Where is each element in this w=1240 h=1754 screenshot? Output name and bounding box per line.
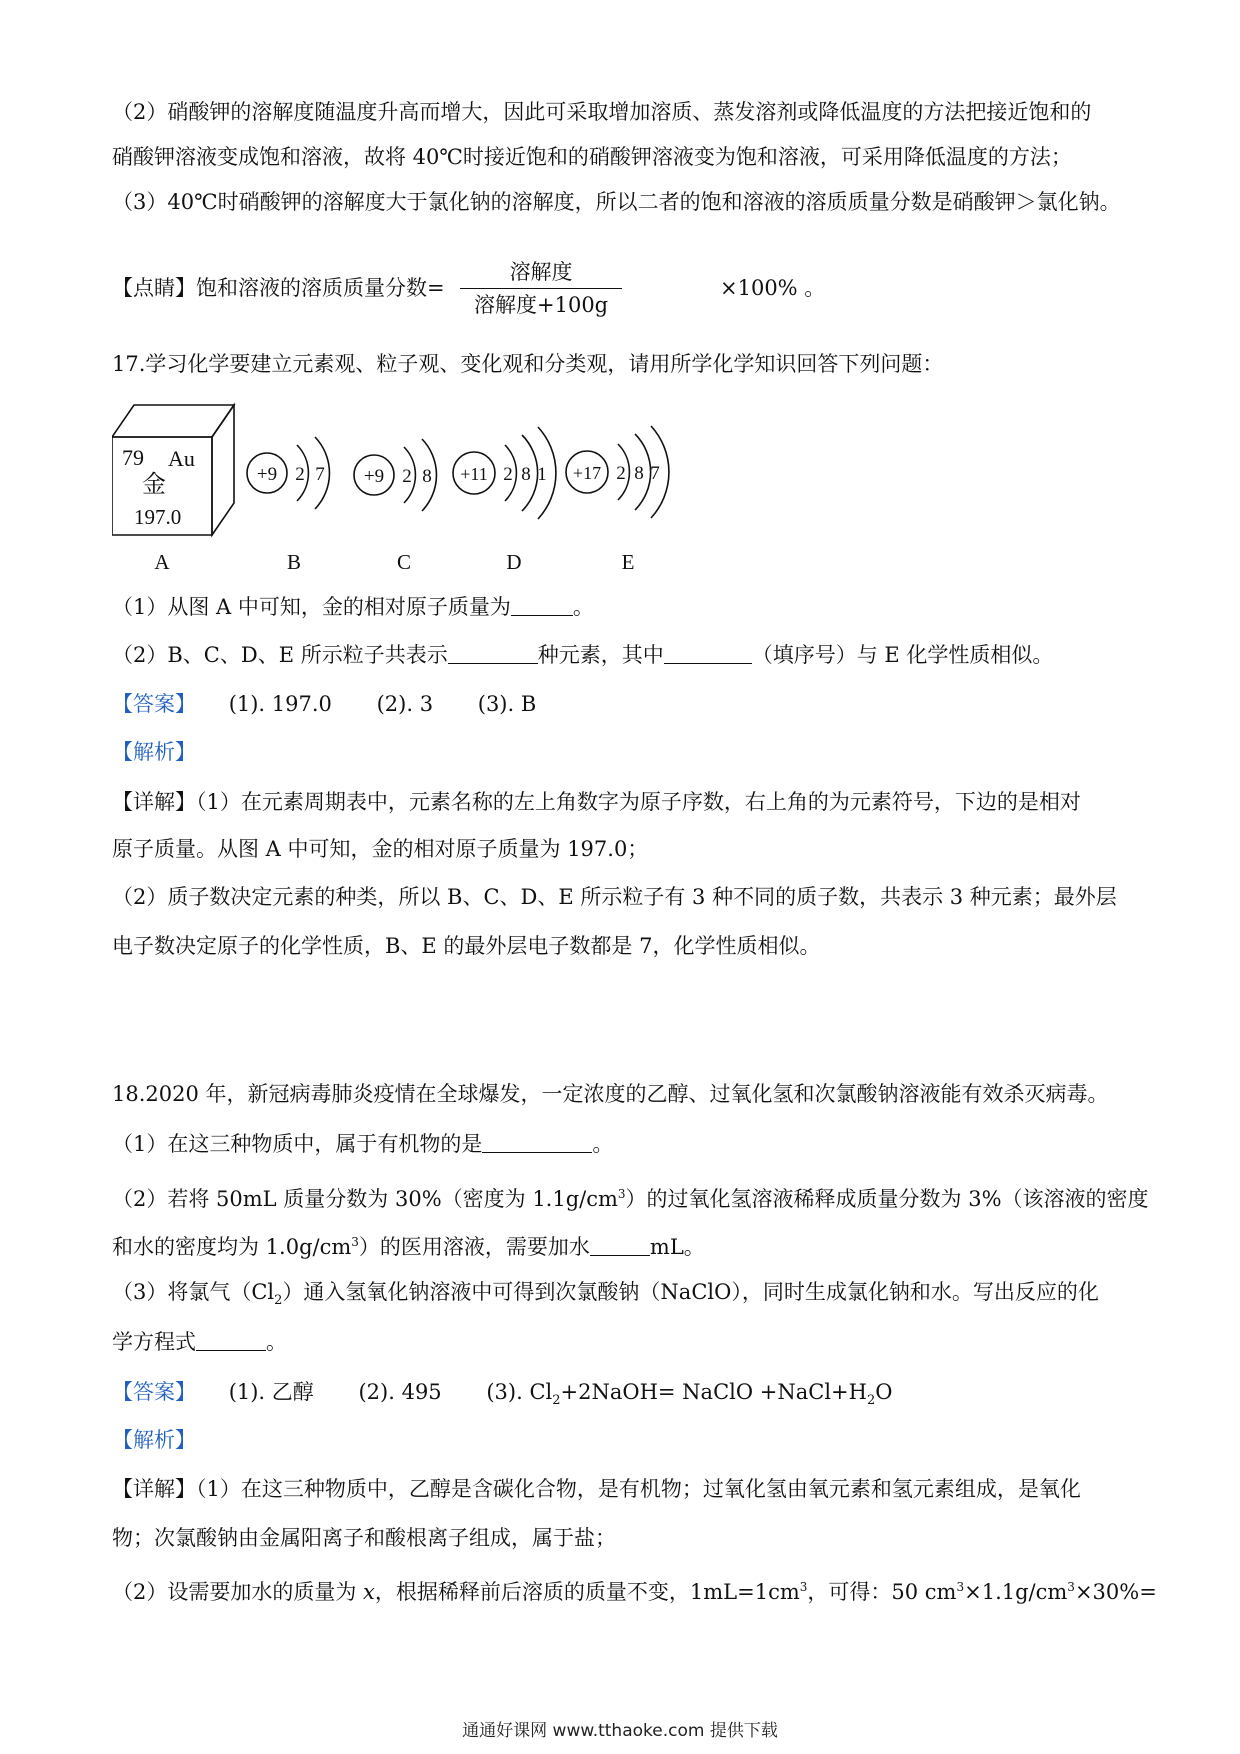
atom-structure-c (354, 439, 436, 511)
atom-structure-b (247, 437, 329, 509)
q17-detail-2: 原子质量。从图 A 中可知，金的相对原子质量为 197.0； (112, 837, 649, 861)
answer-tag: 【答案】 (112, 692, 196, 716)
q18-stem: 18.2020 年，新冠病毒肺炎疫情在全球爆发，一定浓度的乙醇、过氧化氢和次氯酸钠溶液能有效杀灭病毒。 (112, 1082, 1109, 1106)
shell-electrons: 7 (315, 464, 325, 485)
detail-part: （2）设需要加水的质量为 (112, 1580, 364, 1604)
detail-part: ×30%= (1074, 1580, 1157, 1604)
q17-detail-3: （2）质子数决定元素的种类，所以 B、C、D、E 所示粒子有 3 种不同的质子数，共表示 3 种元素；最外层 (112, 885, 1117, 909)
page-footer: 通通好课网 www.tthaoke.com 提供下载 (462, 1721, 778, 1741)
nucleus-charge: +9 (363, 466, 385, 487)
q17-sub-2 (112, 641, 1132, 669)
q18-sub-2-text-e: mL。 (649, 1235, 705, 1259)
element-name: 金 (142, 472, 166, 498)
q17-figure (112, 395, 812, 575)
q17-stem: 17.学习化学要建立元素观、粒子观、变化观和分类观，请用所学化学知识回答下列问题： (112, 352, 944, 376)
fraction-numerator: 溶解度 (460, 258, 622, 289)
q18-sub-1 (112, 1130, 1132, 1158)
q18-sub-3-text-d: 。 (266, 1330, 287, 1354)
q18-sub-1-text: （1）在这三种物质中，属于有机物的是 (112, 1132, 483, 1156)
element-symbol: Au (168, 446, 195, 471)
q16-line-3: （3）40℃时硝酸钾的溶解度大于氯化钠的溶解度，所以二者的饱和溶液的溶质质量分数是硝酸钾＞氯化钠。 (112, 190, 1121, 214)
shell-electrons: 2 (402, 466, 412, 487)
answer-blank (511, 595, 573, 616)
q17-detail-4: 电子数决定原子的化学性质，B、E 的最外层电子数都是 7，化学性质相似。 (112, 934, 821, 958)
q17-answer (112, 690, 1132, 718)
shell-electrons: 8 (634, 463, 644, 484)
q18-sub-3-text-c: 学方程式 (112, 1330, 196, 1354)
figure-label-b: B (286, 550, 302, 574)
answer-item: (2). 495 (358, 1380, 442, 1404)
q18-answer (112, 1378, 1132, 1415)
figure-label-c: C (396, 550, 412, 574)
q17-analysis-tag: 【解析】 (112, 740, 196, 764)
shell-electrons: 2 (295, 464, 305, 485)
equation-part: (3). Cl (486, 1380, 553, 1404)
nucleus-charge: +17 (572, 463, 602, 483)
shell-electrons: 8 (422, 466, 432, 487)
fraction-tail: ×100% 。 (720, 276, 826, 300)
fraction (460, 258, 622, 319)
answer-item: (3). B (477, 692, 537, 716)
superscript: 3 (351, 1235, 359, 1249)
subscript: 2 (866, 1393, 876, 1409)
equation-part: +2NaOH= NaClO +NaCl+H (560, 1380, 867, 1404)
detail-part: ，可得：50 cm (807, 1580, 957, 1604)
superscript: 3 (956, 1580, 965, 1594)
tip-label: 【点睛】饱和溶液的溶质质量分数= (112, 276, 445, 300)
answer-blank (590, 1235, 650, 1256)
figure-label-d: D (506, 550, 522, 574)
shell-electrons: 2 (503, 464, 513, 485)
atomic-mass: 197.0 (134, 505, 182, 529)
detail-part: ，根据稀释前后溶质的质量不变，1mL=1cm (374, 1580, 800, 1604)
answer-blank (482, 1132, 592, 1153)
nucleus-charge: +9 (256, 464, 278, 485)
q18-detail-3 (112, 1573, 1157, 1606)
q17-sub-1 (112, 593, 1132, 621)
superscript: 3 (799, 1580, 808, 1594)
shell-electrons: 7 (650, 463, 660, 484)
q17-sub-1-text: （1）从图 A 中可知，金的相对原子质量为 (112, 595, 511, 619)
q17-sub-2-text-b: 种元素，其中 (537, 643, 664, 667)
q18-detail-2: 物；次氯酸钠由金属阳离子和酸根离子组成，属于盐； (112, 1526, 616, 1550)
fraction-denominator: 溶解度+100g (474, 293, 609, 317)
shell-electrons: 8 (521, 464, 531, 485)
atom-structure-e (566, 426, 669, 518)
q18-sub-2-text-d: ）的医用溶液，需要加水 (358, 1235, 590, 1259)
detail-part: ×1.1g/cm (964, 1580, 1068, 1604)
atomic-number: 79 (122, 445, 144, 470)
figure-label-a: A (154, 550, 170, 574)
figure-label-e: E (621, 550, 635, 574)
answer-item: (1). 乙醇 (228, 1380, 314, 1404)
answer-tag: 【答案】 (112, 1380, 196, 1404)
superscript: 3 (617, 1187, 626, 1201)
q17-sub-1-end: 。 (572, 595, 594, 619)
equation-part: O (875, 1380, 893, 1404)
atom-structure-d (453, 427, 556, 519)
q18-sub-3-text-b: ）通入氢氧化钠溶液中可得到次氯酸钠（NaClO），同时生成氯化钠和水。写出反应的化 (282, 1280, 1099, 1304)
subscript: 2 (552, 1393, 561, 1409)
q16-line-2: 硝酸钾溶液变成饱和溶液，故将 40℃时接近饱和的硝酸钾溶液变为饱和溶液，可采用降低温度的方法； (112, 145, 1072, 169)
answer-item: (2). 3 (376, 692, 434, 716)
superscript: 3 (1067, 1580, 1075, 1594)
answer-blank (448, 643, 538, 664)
answer-item: (1). 197.0 (228, 692, 332, 716)
q18-sub-2-text-b: ）的过氧化氢溶液稀释成质量分数为 3%（该溶液的密度 (625, 1187, 1149, 1211)
answer-blank (196, 1330, 266, 1351)
shell-electrons: 2 (616, 463, 626, 484)
q17-sub-2-text-c: （填序号）与 E 化学性质相似。 (751, 643, 1054, 667)
tip-formula (112, 258, 1132, 318)
q18-sub-2-text-a: （2）若将 50mL 质量分数为 30%（密度为 1.1g/cm (112, 1187, 618, 1211)
variable-x: x (363, 1580, 375, 1604)
q18-sub-2-line-1 (112, 1180, 1149, 1213)
q18-detail-1: 【详解】（1）在这三种物质中，乙醇是含碳化合物，是有机物；过氧化氢由氧元素和氢元素组成，是氧化 (112, 1477, 1081, 1501)
answer-item (486, 1380, 893, 1409)
nucleus-charge: +11 (460, 464, 488, 484)
q17-sub-2-text-a: （2）B、C、D、E 所示粒子共表示 (112, 643, 448, 667)
element-cell (112, 405, 234, 535)
subscript: 2 (274, 1293, 283, 1309)
q18-sub-1-end: 。 (592, 1132, 614, 1156)
shell-electrons: 1 (537, 464, 547, 485)
q18-analysis-tag: 【解析】 (112, 1428, 196, 1452)
q18-sub-3-line-2 (112, 1328, 1132, 1356)
q18-sub-2-text-c: 和水的密度均为 1.0g/cm (112, 1235, 352, 1259)
q17-detail-1: 【详解】（1）在元素周期表中，元素名称的左上角数字为原子序数，右上角的为元素符号，下边的是相对 (112, 790, 1081, 814)
q18-sub-2-line-2 (112, 1228, 1132, 1261)
answer-blank (664, 643, 752, 664)
q18-sub-3-line-1 (112, 1278, 1132, 1315)
q16-line-1: （2）硝酸钾的溶解度随温度升高而增大，因此可采取增加溶质、蒸发溶剂或降低温度的方法把接近饱和的 (112, 100, 1092, 124)
q18-sub-3-text-a: （3）将氯气（Cl (112, 1280, 275, 1304)
